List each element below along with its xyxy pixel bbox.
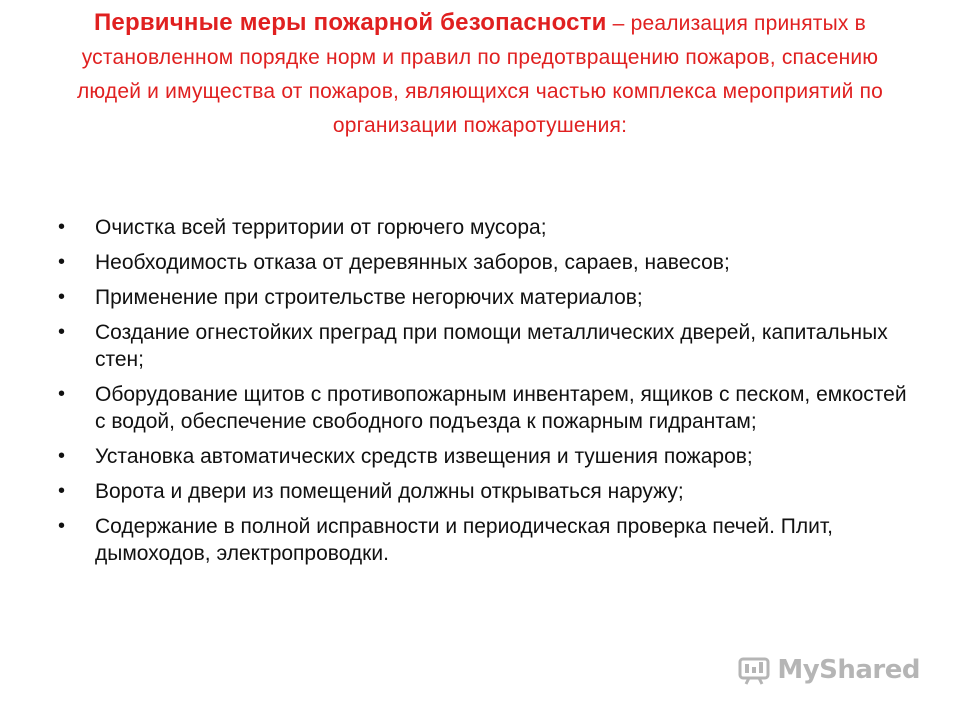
list-item [58, 381, 908, 435]
list-item-text: Создание огнестойких преград при помощи металлических дверей, капитальных стен; [95, 321, 888, 371]
bullet-icon: • [58, 445, 66, 467]
slide-heading [70, 6, 890, 143]
list-item-text: Содержание в полной исправности и периодическая проверка печей. Плит, дымоходов, электропроводки. [95, 515, 833, 565]
bullet-icon: • [58, 383, 66, 405]
heading-definition: реализация принятых в установленном порядке норм и правил по предотвращению пожаров, спасению людей и имущества от пожаров, являющихся частью комплекса мероприятий по организации пожаротушения: [76, 12, 884, 137]
list-item-text: Необходимость отказа от деревянных заборов, сараев, навесов; [95, 251, 730, 274]
bullet-icon: • [58, 321, 66, 343]
bullet-icon: • [58, 251, 66, 273]
bullet-icon: • [58, 480, 66, 502]
bullet-icon: • [58, 515, 66, 537]
list-item-text: Очистка всей территории от горючего мусора; [95, 216, 547, 239]
heading-dash: – [606, 12, 631, 35]
bullet-icon: • [58, 216, 66, 238]
list-item-text: Применение при строительстве негорючих материалов; [95, 286, 643, 309]
list-item [58, 513, 908, 567]
myshared-watermark[interactable] [737, 653, 920, 687]
list-item [58, 478, 908, 505]
myshared-logo-icon [737, 653, 771, 687]
heading-term: Первичные меры пожарной безопасности [93, 9, 607, 36]
measures-list [58, 214, 908, 575]
list-item-text: Установка автоматических средств извещения и тушения пожаров; [95, 445, 753, 468]
list-item [58, 249, 908, 276]
list-item [58, 284, 908, 311]
list-item [58, 443, 908, 470]
bullet-icon: • [58, 286, 66, 308]
list-item-text: Ворота и двери из помещений должны открываться наружу; [95, 480, 684, 503]
watermark-text: MyShared [777, 655, 920, 685]
list-item [58, 214, 908, 241]
list-item [58, 319, 908, 373]
list-item-text: Оборудование щитов с противопожарным инвентарем, ящиков с песком, емкостей с водой, обеспечение свободного подъезда к пожарным гидрантам; [95, 383, 907, 433]
